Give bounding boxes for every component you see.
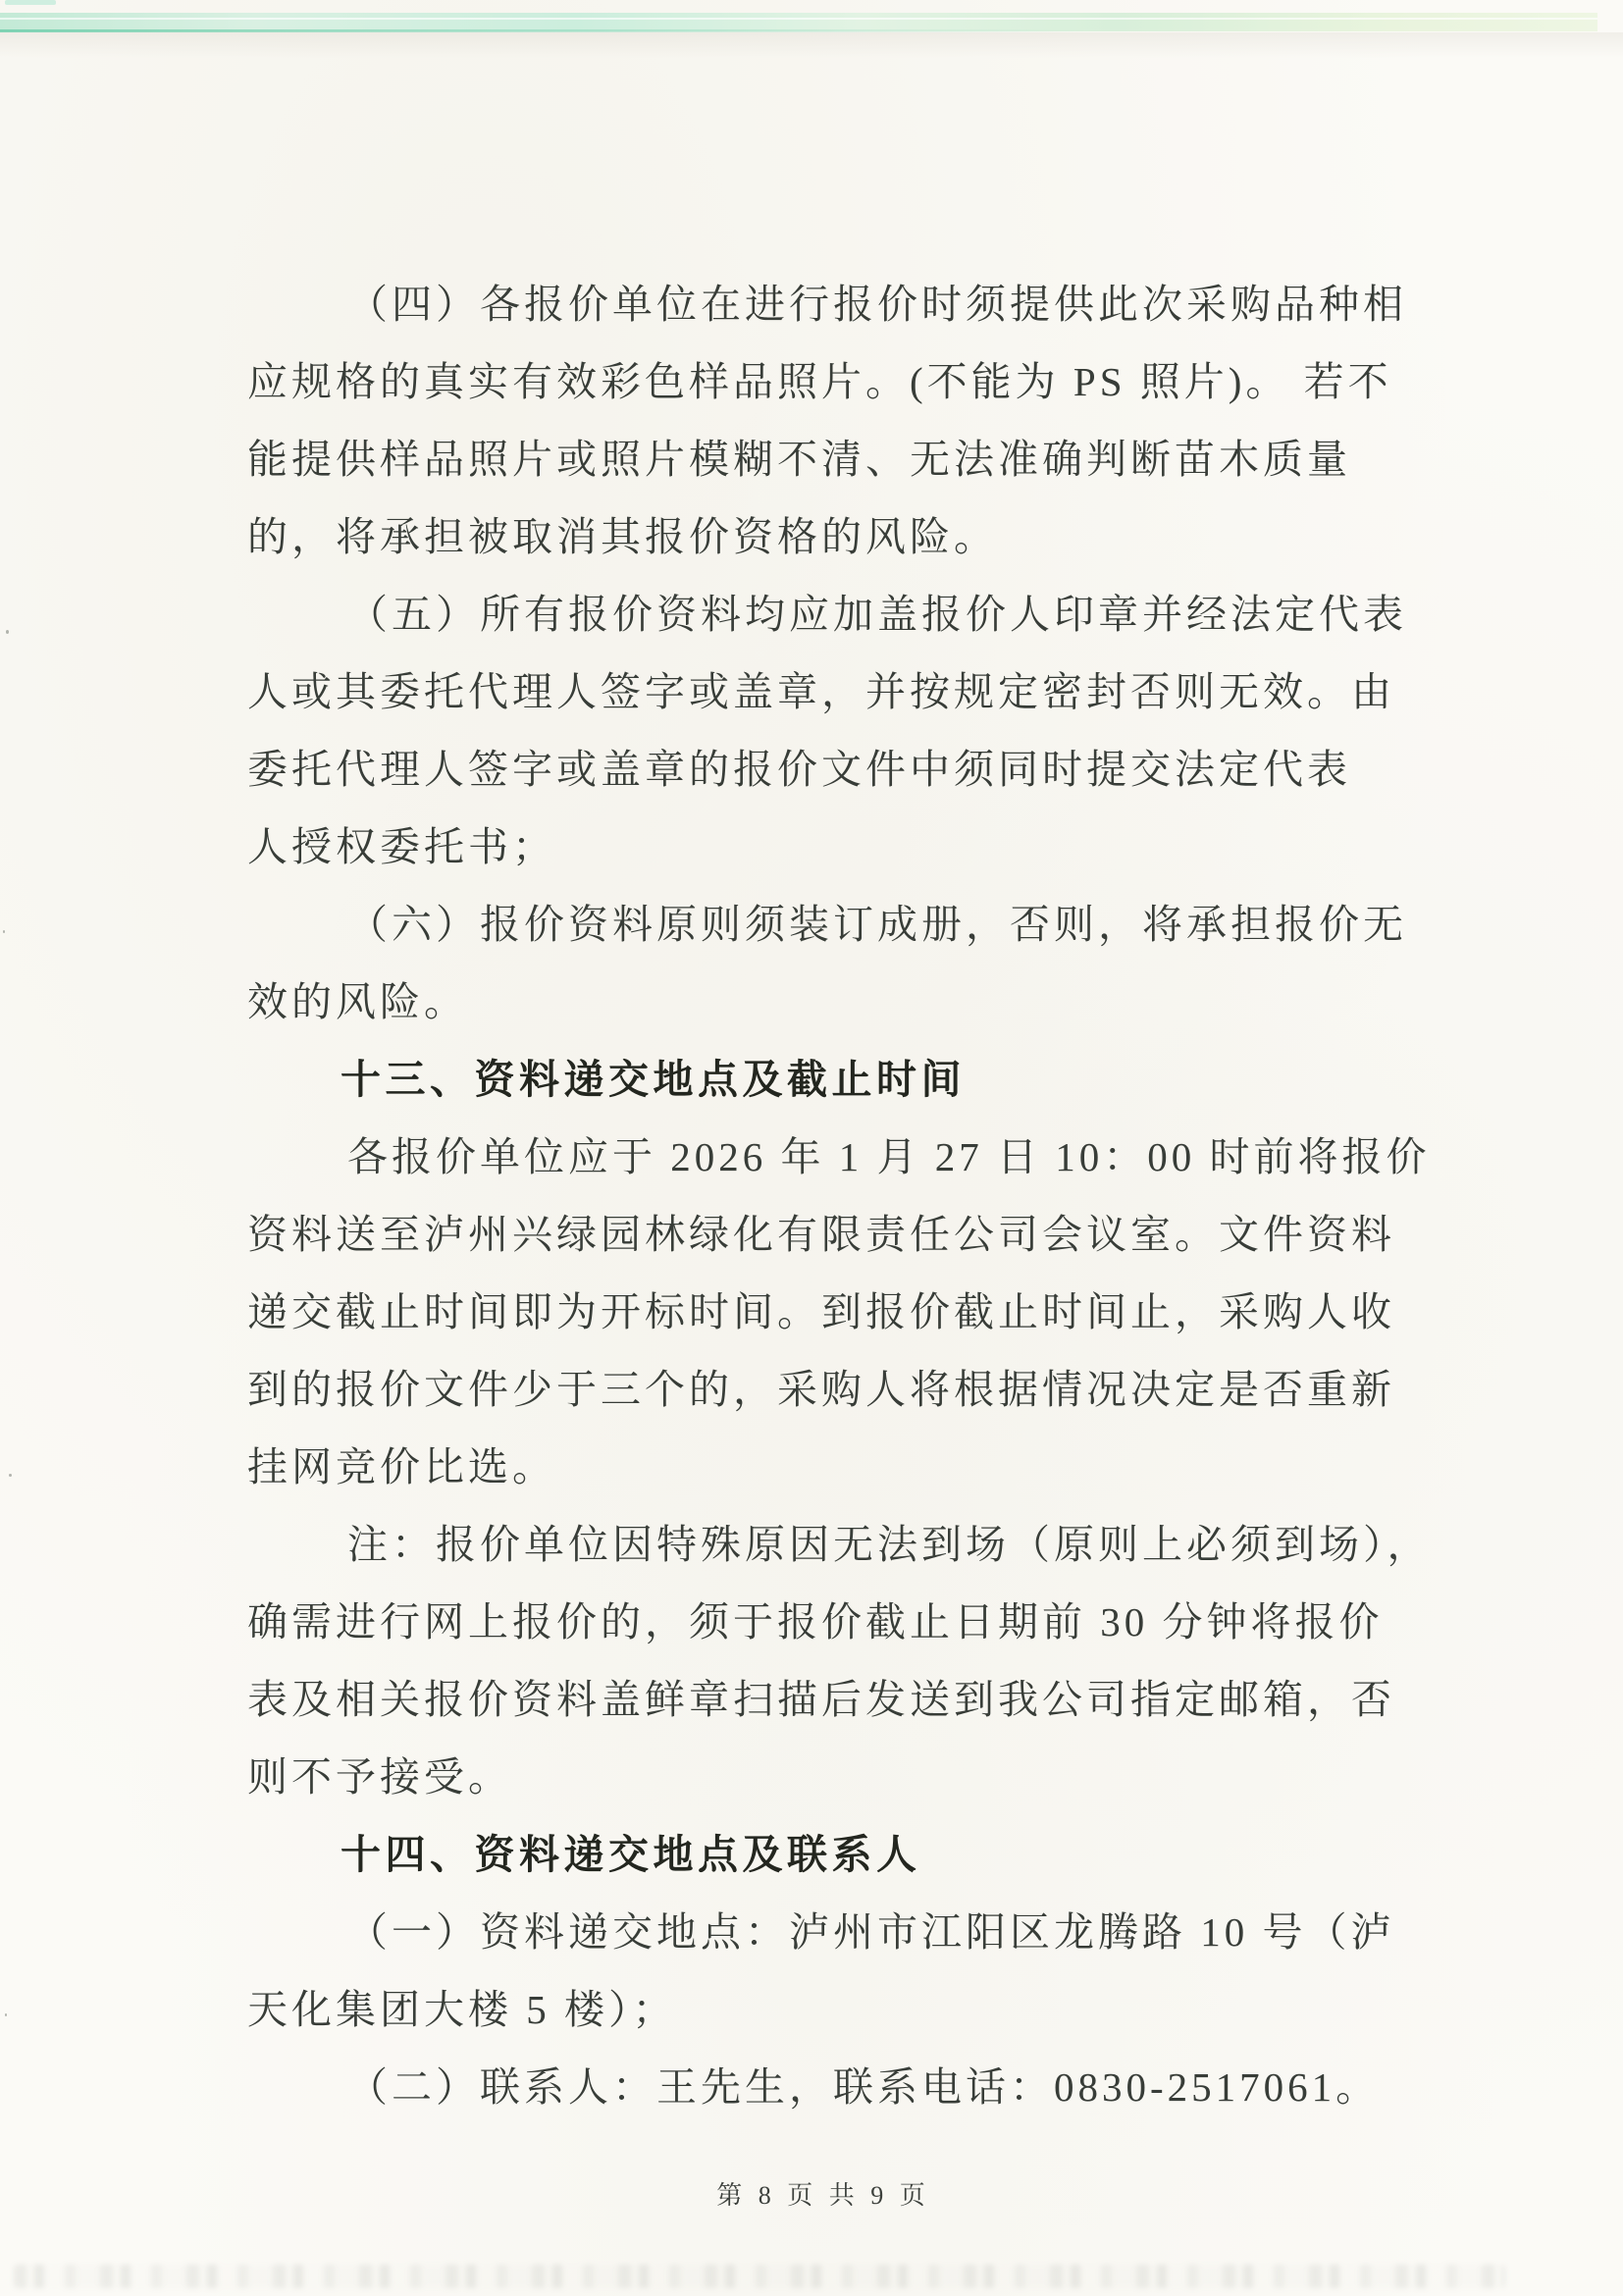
document-line: 各报价单位应于 2026 年 1 月 27 日 10：00 时前将报价 <box>347 1134 1431 1179</box>
section-heading-14: 十四、资料递交地点及联系人 <box>340 1832 921 1877</box>
document-line: 能提供样品照片或照片模糊不清、无法准确判断苗木质量 <box>247 437 1351 482</box>
document-line: 天化集团大楼 5 楼）； <box>247 1987 677 2032</box>
document-line: 人或其委托代理人签字或盖章，并按规定密封否则无效。由 <box>247 669 1395 714</box>
document-line: 注：报价单位因特殊原因无法到场（原则上必须到场）， <box>347 1522 1432 1567</box>
scan-edge-shadow <box>0 32 1623 58</box>
document-line: 应规格的真实有效彩色样品照片。(不能为 PS 照片)。 若不 <box>247 359 1392 404</box>
document-line: 挂网竞价比选。 <box>247 1444 556 1489</box>
document-line: （四）各报价单位在进行报价时须提供此次采购品种相 <box>347 282 1407 327</box>
page-footer: 第 8 页 共 9 页 <box>716 2180 930 2210</box>
document-line: 递交截止时间即为开标时间。到报价截止时间止，采购人收 <box>247 1289 1395 1334</box>
document-line: （五）所有报价资料均应加盖报价人印章并经法定代表 <box>347 592 1407 637</box>
scan-corner-mark <box>5 0 56 5</box>
scan-speck <box>3 930 5 933</box>
document-line: 资料送至泸州兴绿园林绿化有限责任公司会议室。文件资料 <box>247 1212 1395 1257</box>
scan-bleed-artifact <box>14 2265 1505 2288</box>
document-line: 人授权委托书； <box>247 824 556 869</box>
document-line: 的，将承担被取消其报价资格的风险。 <box>247 514 998 559</box>
document-line: （一）资料递交地点：泸州市江阳区龙腾路 10 号（泸 <box>347 1909 1395 1955</box>
document-line: （六）报价资料原则须装订成册，否则，将承担报价无 <box>347 902 1407 947</box>
document-line: 到的报价文件少于三个的，采购人将根据情况决定是否重新 <box>247 1367 1395 1412</box>
scan-green-band <box>0 13 1597 31</box>
document-line: （二）联系人：王先生，联系电话：0830-2517061。 <box>347 2064 1381 2110</box>
document-line: 确需进行网上报价的，须于报价截止日期前 30 分钟将报价 <box>247 1599 1384 1644</box>
document-line: 委托代理人签字或盖章的报价文件中须同时提交法定代表 <box>247 747 1351 792</box>
scan-speck <box>5 2013 7 2016</box>
document-line: 则不予接受。 <box>247 1754 512 1800</box>
document-line: 表及相关报价资料盖鲜章扫描后发送到我公司指定邮箱，否 <box>247 1677 1395 1722</box>
document-body <box>247 262 1432 2122</box>
scan-speck <box>6 630 9 634</box>
scan-speck <box>9 1474 12 1477</box>
document-line: 效的风险。 <box>247 979 468 1024</box>
section-heading-13: 十三、资料递交地点及截止时间 <box>340 1057 966 1102</box>
